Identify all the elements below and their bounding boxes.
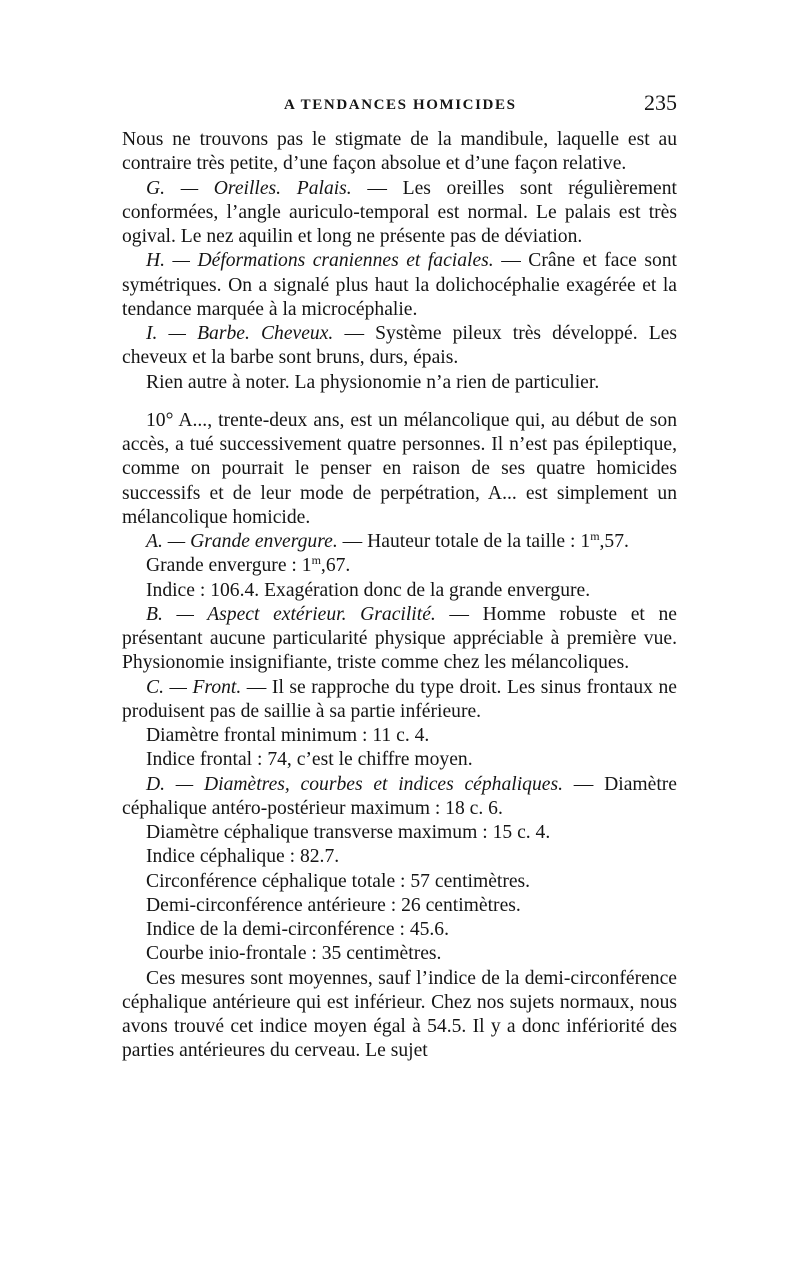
text-barbe: — Système pileux très développé. Les cheveux et la barbe sont bruns, durs, épais. <box>122 323 677 369</box>
paragraph-envergure <box>122 530 677 554</box>
paragraph-diametre-transverse: Diamètre céphalique transverse maximum : 15 c. 4. <box>146 822 551 843</box>
paragraph-indice-demi-circonference: Indice de la demi-circonférence : 45.6. <box>146 919 450 940</box>
paragraph-conclusion: Ces mesures sont moyennes, sauf l’indice de la demi-circonférence céphalique antérieure qui est inférieur. Chez nos sujets normaux, nous avons trouvé cet indice moyen égal à 54.5. Il y a donc infériorité des parties antérieures du cerveau. Le sujet <box>122 967 677 1062</box>
value-hauteur-unit: m <box>590 529 600 543</box>
text-grande-envergure: Grande envergure : 1 <box>146 555 312 577</box>
value-hauteur-int: 1 <box>580 531 591 552</box>
paragraph-courbe: Courbe inio-frontale : 35 centimètres. <box>146 943 442 965</box>
heading-envergure: A. — Grande envergure. <box>146 531 338 552</box>
text-hauteur: — Hauteur totale de la taille : <box>337 531 576 552</box>
heading-oreilles: G. — Oreilles. Palais. <box>146 177 352 199</box>
heading-front: C. — Front. <box>146 676 242 698</box>
paragraph-grande-envergure <box>122 554 677 578</box>
paragraph-demi-circonference: Demi-circonférence antérieure : 26 centimètres. <box>146 894 521 916</box>
running-head <box>122 90 677 124</box>
paragraph-oreilles <box>122 177 677 250</box>
paragraph-indice-frontal: Indice frontal : 74, c’est le chiffre moyen. <box>146 749 473 771</box>
page-number: 235 <box>644 90 677 115</box>
paragraph-case-10: 10° A..., trente-deux ans, est un mélancolique qui, au début de son accès, a tué successivement quatre personnes. Il n’est pas épileptique, comme on pourrait le penser en raison de ses quatre homicides successifs et de leur mode de perpétration, A... est simplement un mélancolique homicide. <box>122 409 677 528</box>
paragraph-deformations <box>122 249 677 322</box>
value-hauteur-dec: ,57. <box>599 531 629 552</box>
heading-diametres: D. — Diamètres, courbes et indices céphaliques. <box>146 773 563 795</box>
paragraph-aspect <box>122 603 677 676</box>
running-title: A TENDANCES HOMICIDES <box>284 97 517 113</box>
paragraph-front <box>122 676 677 725</box>
value-hauteur <box>580 531 629 552</box>
value-grande-envergure: ,67. <box>320 555 351 577</box>
text-front: — Il se rapproche du type droit. Les sinus frontaux ne produisent pas de saillie à sa partie inférieure. <box>122 676 677 722</box>
text-deformations: — Crâne et face sont symétriques. On a signalé plus haut la dolichocéphalie exagérée et la tendance marquée à la microcéphalie. <box>122 250 677 320</box>
paragraph-mandibule: Nous ne trouvons pas le stigmate de la mandibule, laquelle est au contraire très petite, d’une façon absolue et d’une façon relative. <box>122 129 677 175</box>
text-diametres: — Diamètre céphalique antéro-postérieur maximum : 18 c. 6. <box>122 773 677 819</box>
heading-aspect: B. — Aspect extérieur. Gracilité. <box>146 603 436 625</box>
heading-deformations: H. — Déformations craniennes et faciales. <box>146 250 494 272</box>
body-text <box>122 128 677 1064</box>
paragraph-barbe <box>122 322 677 371</box>
heading-barbe: I. — Barbe. Cheveux. <box>146 323 334 344</box>
paragraph-indice-cephalique: Indice céphalique : 82.7. <box>146 846 340 868</box>
paragraph-indice-envergure: Indice : 106.4. Exagération donc de la grande envergure. <box>146 579 591 601</box>
unit-grande-envergure: m <box>311 553 321 568</box>
paragraph-circonference: Circonférence céphalique totale : 57 centimètres. <box>146 870 531 892</box>
text-oreilles: — Les oreilles sont régulièrement conformées, l’angle auriculo-temporal est normal. Le palais est très ogival. Le nez aquilin et long ne présente pas de déviation. <box>122 177 677 247</box>
paragraph-diametres <box>122 773 677 822</box>
paragraph-rien: Rien autre à noter. La physionomie n’a rien de particulier. <box>146 371 600 393</box>
text-aspect: — Homme robuste et ne présentant aucune particularité physique appréciable à première vue. Physionomie insignifiante, triste comme chez les mélancoliques. <box>122 603 678 674</box>
paragraph-diametre-frontal: Diamètre frontal minimum : 11 c. 4. <box>146 725 430 746</box>
